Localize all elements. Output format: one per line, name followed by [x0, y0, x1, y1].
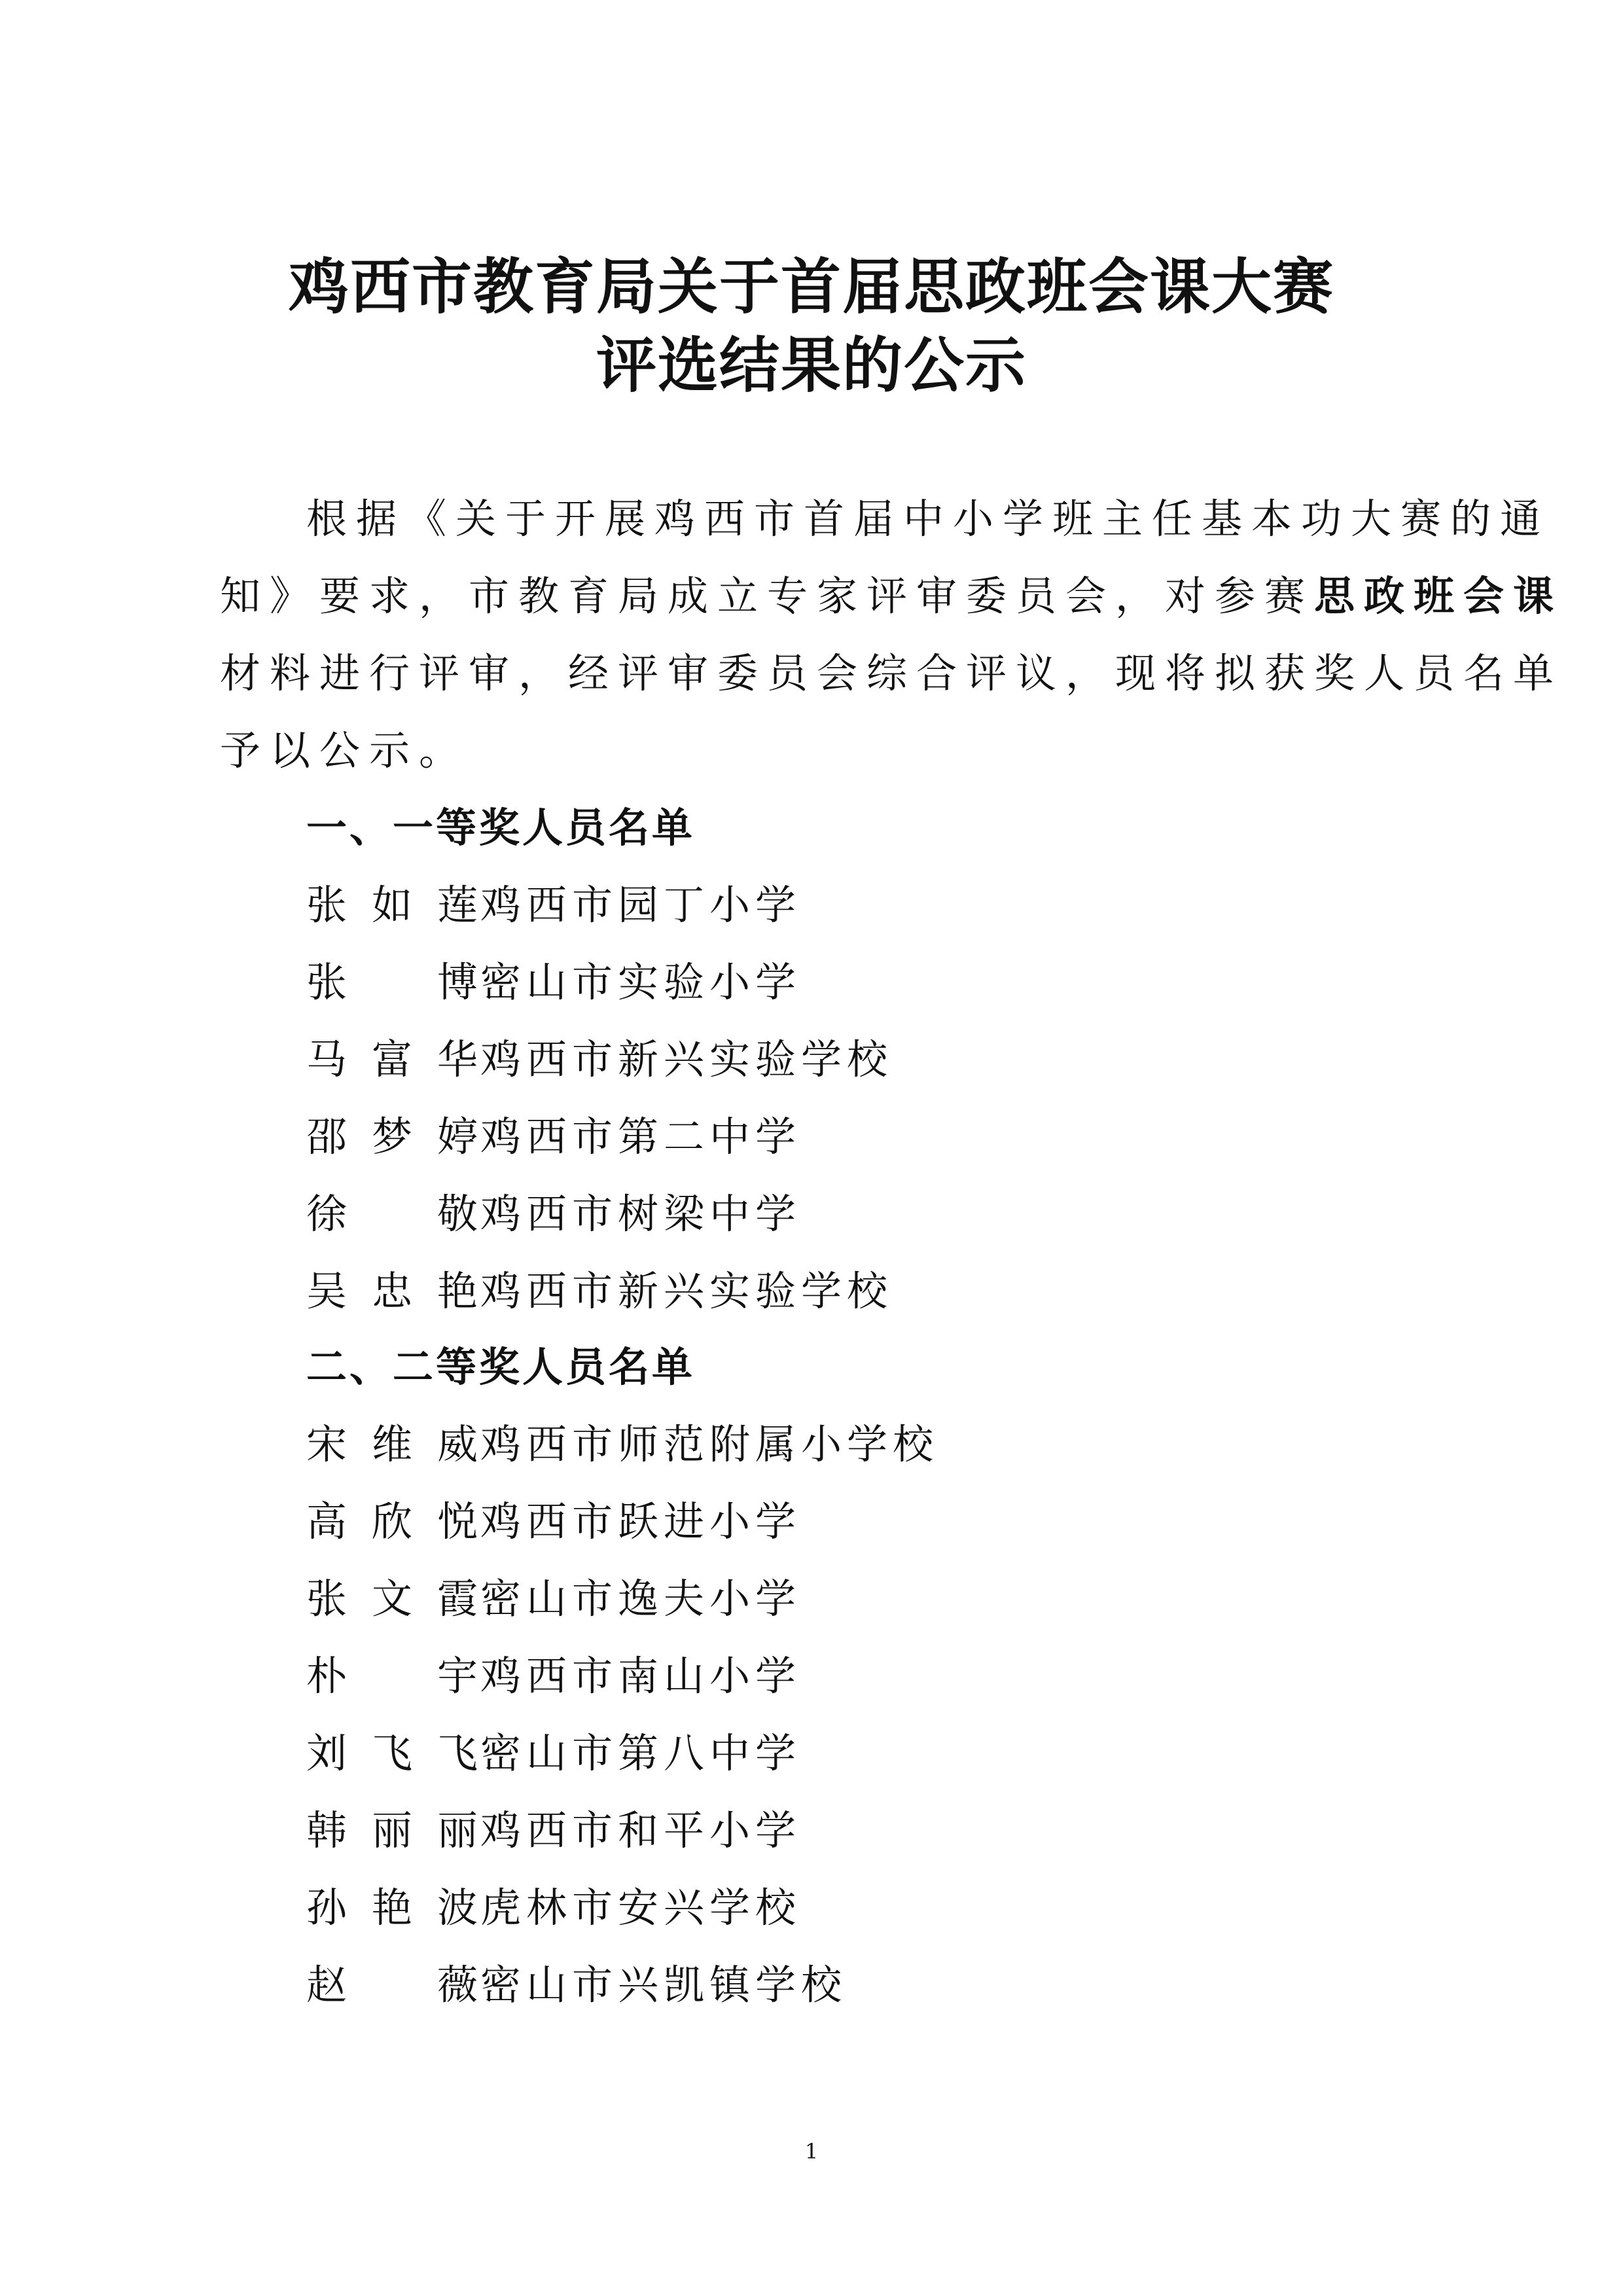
- winner-name: 刘飞飞: [306, 1729, 480, 1777]
- winner-school: 鸡西市树梁中学: [480, 1190, 802, 1238]
- winner-name: 孙艳波: [306, 1884, 480, 1931]
- first-prize-list: [306, 867, 893, 1330]
- second-prize-entry: [306, 1792, 938, 1869]
- winner-name: 吴忠艳: [306, 1267, 480, 1315]
- intro-paragraph: [220, 480, 1563, 789]
- intro-line-4: 予以公示。: [220, 726, 469, 774]
- winner-school: 鸡西市新兴实验学校: [480, 1035, 893, 1083]
- intro-highlight-text: 思政班会课: [1314, 572, 1563, 620]
- intro-line-2-text: 知》要求，市教育局成立专家评审委员会，对参赛: [220, 572, 1315, 620]
- document-title-line-2: 评选结果的公示: [596, 330, 1027, 401]
- winner-name: 邵梦婷: [306, 1113, 480, 1160]
- winner-name: 徐敬: [306, 1190, 480, 1238]
- winner-school: 虎林市安兴学校: [480, 1884, 802, 1931]
- second-prize-entry: [306, 1406, 938, 1483]
- winner-school: 鸡西市园丁小学: [480, 881, 802, 929]
- first-prize-entry: [306, 944, 893, 1021]
- winner-school: 鸡西市和平小学: [480, 1806, 802, 1854]
- second-prize-entry: [306, 1483, 938, 1560]
- winner-school: 鸡西市南山小学: [480, 1652, 802, 1700]
- winner-name: 宋维威: [306, 1420, 480, 1468]
- second-prize-entry: [306, 1946, 938, 2024]
- winner-name: 张如莲: [306, 881, 480, 929]
- second-prize-entry: [306, 1715, 938, 1792]
- intro-line-3: 材料进行评审，经评审委员会综合评议，现将拟获奖人员名单: [220, 649, 1563, 697]
- winner-school: 密山市第八中学: [480, 1729, 802, 1777]
- winner-name: 张文霞: [306, 1575, 480, 1623]
- intro-line-2: [220, 558, 1563, 635]
- winner-school: 密山市实验小学: [480, 958, 802, 1006]
- first-prize-entry: [306, 1098, 893, 1175]
- winner-name: 朴宇: [306, 1652, 480, 1700]
- winner-school: 鸡西市第二中学: [480, 1113, 802, 1160]
- winner-name: 赵薇: [306, 1961, 480, 2009]
- winner-name: 马富华: [306, 1035, 480, 1083]
- winner-name: 韩丽丽: [306, 1806, 480, 1854]
- second-prize-entry: [306, 1560, 938, 1638]
- page-number: 1: [804, 2139, 819, 2164]
- intro-line-1: 根据《关于开展鸡西市首届中小学班主任基本功大赛的通: [306, 495, 1550, 543]
- first-prize-entry: [306, 1253, 893, 1330]
- winner-school: 鸡西市师范附属小学校: [480, 1420, 939, 1468]
- first-prize-entry: [306, 1175, 893, 1253]
- second-prize-entry: [306, 1869, 938, 1946]
- document-title-line-1: 鸡西市教育局关于首届思政班会课大赛: [288, 251, 1334, 322]
- first-prize-entry: [306, 1021, 893, 1098]
- first-prize-heading: 一、一等奖人员名单: [306, 804, 696, 852]
- winner-school: 鸡西市新兴实验学校: [480, 1267, 893, 1315]
- winner-name: 张博: [306, 958, 480, 1006]
- first-prize-entry: [306, 867, 893, 944]
- second-prize-list: [306, 1406, 938, 2024]
- winner-school: 密山市兴凯镇学校: [480, 1961, 847, 2009]
- winner-school: 密山市逸夫小学: [480, 1575, 802, 1623]
- second-prize-heading: 二、二等奖人员名单: [306, 1343, 696, 1391]
- winner-school: 鸡西市跃进小学: [480, 1498, 802, 1545]
- second-prize-entry: [306, 1638, 938, 1715]
- winner-name: 高欣悦: [306, 1498, 480, 1545]
